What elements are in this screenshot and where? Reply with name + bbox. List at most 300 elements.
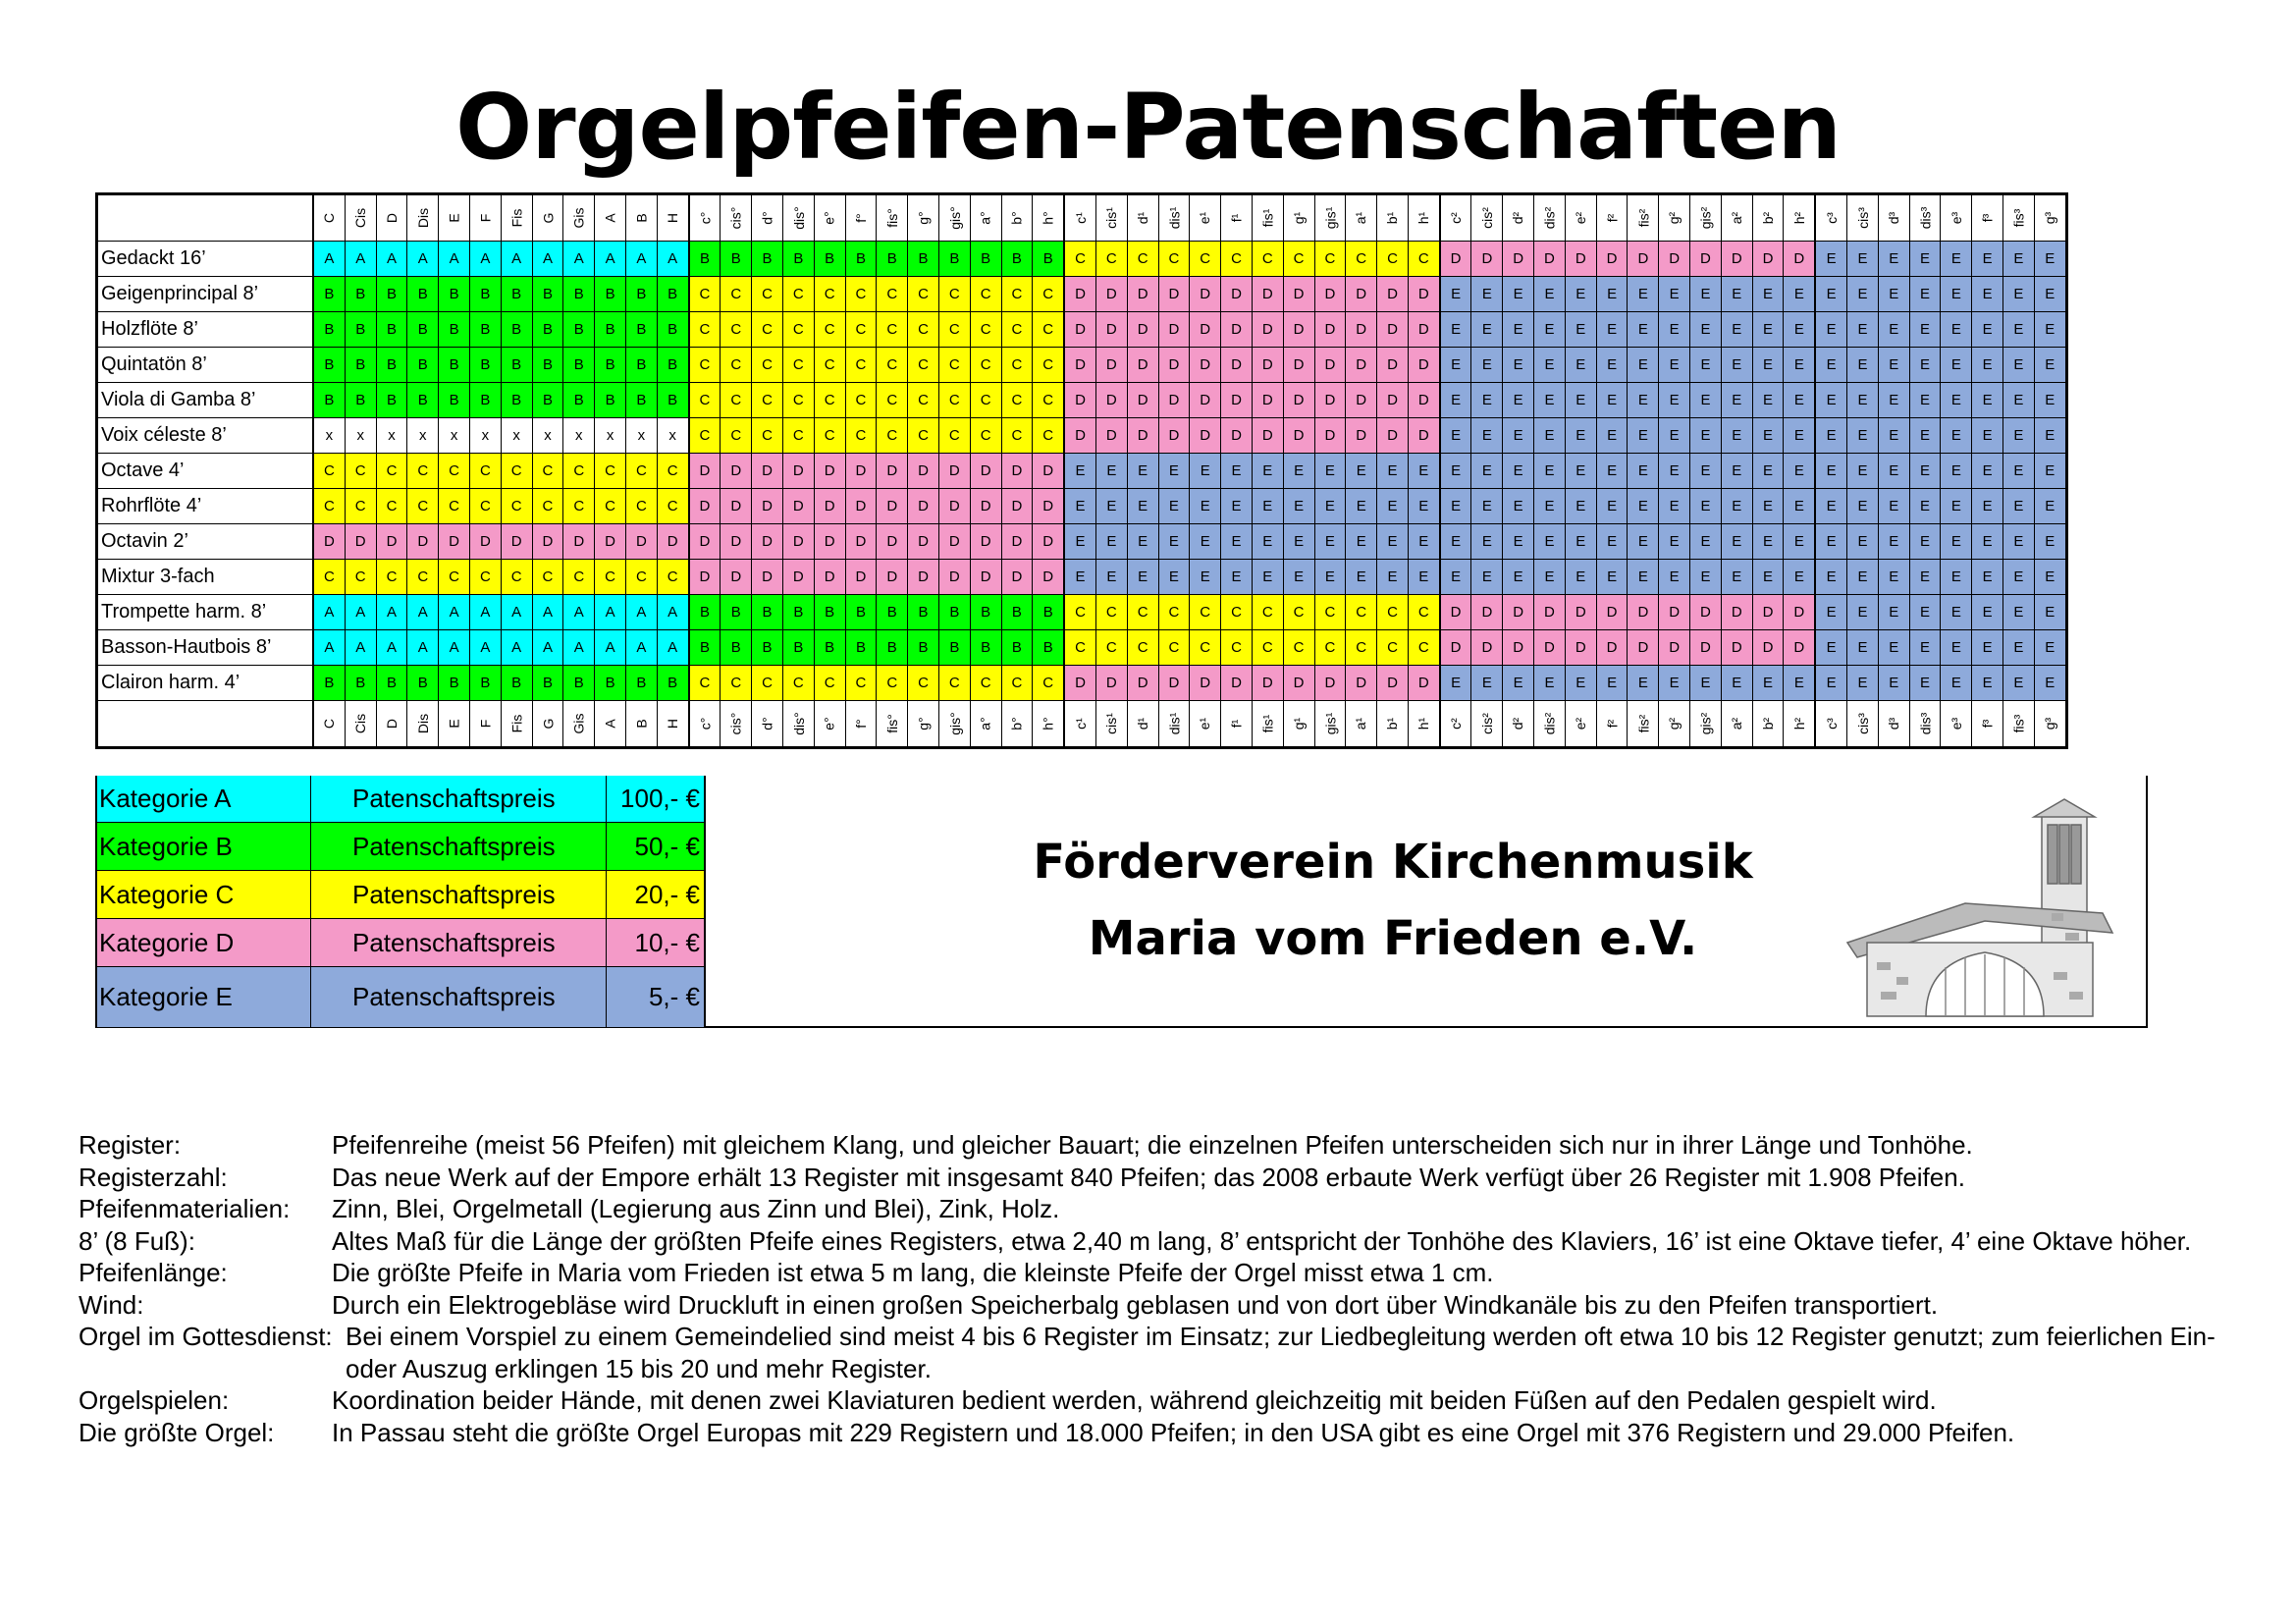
pipe-cell[interactable]: D — [1471, 595, 1503, 630]
pipe-cell[interactable]: x — [657, 418, 688, 454]
pipe-cell[interactable]: D — [938, 489, 970, 524]
pipe-cell[interactable]: D — [595, 524, 626, 560]
pipe-cell[interactable]: C — [1127, 595, 1158, 630]
pipe-cell[interactable]: B — [407, 312, 439, 348]
pipe-cell[interactable]: D — [782, 524, 814, 560]
pipe-cell[interactable]: E — [1752, 560, 1784, 595]
pipe-cell[interactable]: D — [1440, 242, 1471, 277]
pipe-cell[interactable]: D — [752, 454, 783, 489]
pipe-cell[interactable]: B — [752, 595, 783, 630]
pipe-cell[interactable]: B — [376, 383, 407, 418]
pipe-cell[interactable]: D — [970, 524, 1001, 560]
pipe-cell[interactable]: A — [657, 630, 688, 666]
pipe-cell[interactable]: C — [908, 348, 939, 383]
pipe-cell[interactable]: E — [1314, 560, 1346, 595]
pipe-cell[interactable]: E — [2034, 242, 2066, 277]
pipe-cell[interactable]: C — [721, 666, 752, 701]
pipe-cell[interactable]: B — [501, 277, 532, 312]
pipe-cell[interactable]: E — [1377, 454, 1409, 489]
pipe-cell[interactable]: E — [1408, 489, 1439, 524]
pipe-cell[interactable]: C — [1064, 630, 1095, 666]
pipe-cell[interactable]: D — [1408, 348, 1439, 383]
pipe-cell[interactable]: E — [1252, 524, 1283, 560]
pipe-cell[interactable]: x — [532, 418, 563, 454]
pipe-cell[interactable]: E — [1941, 666, 1972, 701]
pipe-cell[interactable]: E — [1377, 560, 1409, 595]
pipe-cell[interactable]: E — [1752, 666, 1784, 701]
pipe-cell[interactable]: C — [1127, 630, 1158, 666]
pipe-cell[interactable]: E — [1283, 524, 1314, 560]
pipe-cell[interactable]: E — [2003, 630, 2035, 666]
pipe-cell[interactable]: D — [1033, 560, 1064, 595]
pipe-cell[interactable]: B — [845, 630, 877, 666]
pipe-cell[interactable]: E — [1596, 383, 1628, 418]
pipe-cell[interactable]: D — [938, 454, 970, 489]
pipe-cell[interactable]: E — [1721, 524, 1752, 560]
pipe-cell[interactable]: E — [1659, 560, 1690, 595]
pipe-cell[interactable]: D — [1283, 418, 1314, 454]
pipe-cell[interactable]: C — [345, 454, 376, 489]
pipe-cell[interactable]: E — [1471, 524, 1503, 560]
pipe-cell[interactable]: E — [1941, 383, 1972, 418]
pipe-cell[interactable]: B — [469, 348, 501, 383]
pipe-cell[interactable]: B — [563, 383, 595, 418]
pipe-cell[interactable]: E — [1847, 242, 1879, 277]
pipe-cell[interactable]: x — [345, 418, 376, 454]
pipe-cell[interactable]: C — [1001, 418, 1033, 454]
pipe-cell[interactable]: x — [439, 418, 470, 454]
pipe-cell[interactable]: A — [625, 595, 657, 630]
pipe-cell[interactable]: E — [1847, 277, 1879, 312]
pipe-cell[interactable]: E — [1503, 454, 1534, 489]
pipe-cell[interactable]: E — [1690, 489, 1722, 524]
pipe-cell[interactable]: E — [1314, 524, 1346, 560]
pipe-cell[interactable]: E — [1158, 524, 1190, 560]
pipe-cell[interactable]: E — [1659, 454, 1690, 489]
pipe-cell[interactable]: E — [1690, 277, 1722, 312]
pipe-cell[interactable]: C — [938, 312, 970, 348]
pipe-cell[interactable]: C — [1127, 242, 1158, 277]
pipe-cell[interactable]: B — [689, 595, 721, 630]
pipe-cell[interactable]: A — [469, 242, 501, 277]
pipe-cell[interactable]: E — [1503, 277, 1534, 312]
pipe-cell[interactable]: C — [1346, 595, 1377, 630]
pipe-cell[interactable]: E — [1784, 666, 1815, 701]
pipe-cell[interactable]: C — [752, 312, 783, 348]
pipe-cell[interactable]: B — [532, 277, 563, 312]
pipe-cell[interactable]: E — [1659, 312, 1690, 348]
pipe-cell[interactable]: E — [1690, 454, 1722, 489]
pipe-cell[interactable]: D — [1596, 242, 1628, 277]
pipe-cell[interactable]: C — [689, 383, 721, 418]
pipe-cell[interactable]: E — [1909, 524, 1941, 560]
pipe-cell[interactable]: E — [1878, 630, 1909, 666]
pipe-cell[interactable]: E — [1534, 312, 1566, 348]
pipe-cell[interactable]: E — [1878, 383, 1909, 418]
pipe-cell[interactable]: B — [752, 630, 783, 666]
pipe-cell[interactable]: B — [376, 666, 407, 701]
pipe-cell[interactable]: A — [532, 242, 563, 277]
pipe-cell[interactable]: E — [1221, 524, 1253, 560]
pipe-cell[interactable]: C — [1190, 242, 1221, 277]
pipe-cell[interactable]: C — [1190, 595, 1221, 630]
pipe-cell[interactable]: E — [1878, 666, 1909, 701]
pipe-cell[interactable]: C — [1252, 595, 1283, 630]
pipe-cell[interactable]: D — [625, 524, 657, 560]
pipe-cell[interactable]: E — [1158, 454, 1190, 489]
pipe-cell[interactable]: E — [2003, 666, 2035, 701]
pipe-cell[interactable]: D — [1784, 595, 1815, 630]
pipe-cell[interactable]: E — [2003, 277, 2035, 312]
pipe-cell[interactable]: A — [313, 630, 345, 666]
pipe-cell[interactable]: D — [1377, 348, 1409, 383]
pipe-cell[interactable]: E — [1659, 666, 1690, 701]
pipe-cell[interactable]: E — [1440, 277, 1471, 312]
pipe-cell[interactable]: B — [845, 242, 877, 277]
pipe-cell[interactable]: C — [1033, 383, 1064, 418]
pipe-cell[interactable]: C — [1252, 242, 1283, 277]
pipe-cell[interactable]: A — [501, 242, 532, 277]
pipe-cell[interactable]: E — [1784, 418, 1815, 454]
pipe-cell[interactable]: E — [1440, 524, 1471, 560]
pipe-cell[interactable]: B — [345, 348, 376, 383]
pipe-cell[interactable]: B — [877, 242, 908, 277]
pipe-cell[interactable]: D — [782, 560, 814, 595]
pipe-cell[interactable]: D — [1252, 348, 1283, 383]
pipe-cell[interactable]: A — [563, 242, 595, 277]
pipe-cell[interactable]: E — [1784, 454, 1815, 489]
pipe-cell[interactable]: E — [1095, 489, 1127, 524]
pipe-cell[interactable]: E — [2003, 348, 2035, 383]
pipe-cell[interactable]: E — [1095, 454, 1127, 489]
pipe-cell[interactable]: C — [908, 418, 939, 454]
pipe-cell[interactable]: D — [877, 489, 908, 524]
pipe-cell[interactable]: E — [1909, 348, 1941, 383]
pipe-cell[interactable]: E — [1815, 242, 1846, 277]
pipe-cell[interactable]: A — [657, 595, 688, 630]
pipe-cell[interactable]: D — [1596, 630, 1628, 666]
pipe-cell[interactable]: E — [2003, 312, 2035, 348]
pipe-cell[interactable]: C — [782, 383, 814, 418]
pipe-cell[interactable]: D — [1252, 312, 1283, 348]
pipe-cell[interactable]: B — [407, 666, 439, 701]
pipe-cell[interactable]: C — [877, 383, 908, 418]
pipe-cell[interactable]: A — [376, 595, 407, 630]
pipe-cell[interactable]: E — [1815, 312, 1846, 348]
pipe-cell[interactable]: E — [1972, 418, 2003, 454]
pipe-cell[interactable]: B — [689, 242, 721, 277]
pipe-cell[interactable]: E — [1847, 489, 1879, 524]
pipe-cell[interactable]: C — [877, 277, 908, 312]
pipe-cell[interactable]: D — [1033, 524, 1064, 560]
pipe-cell[interactable]: D — [1064, 383, 1095, 418]
pipe-cell[interactable]: E — [1471, 454, 1503, 489]
pipe-cell[interactable]: E — [1721, 560, 1752, 595]
pipe-cell[interactable]: E — [1878, 489, 1909, 524]
pipe-cell[interactable]: C — [814, 348, 845, 383]
pipe-cell[interactable]: E — [1659, 383, 1690, 418]
pipe-cell[interactable]: B — [532, 312, 563, 348]
pipe-cell[interactable]: D — [1503, 630, 1534, 666]
pipe-cell[interactable]: E — [1440, 383, 1471, 418]
pipe-cell[interactable]: E — [1471, 489, 1503, 524]
pipe-cell[interactable]: E — [1690, 560, 1722, 595]
pipe-cell[interactable]: E — [1628, 418, 1659, 454]
pipe-cell[interactable]: E — [2034, 418, 2066, 454]
pipe-cell[interactable]: E — [1690, 666, 1722, 701]
pipe-cell[interactable]: C — [1377, 630, 1409, 666]
pipe-cell[interactable]: D — [908, 489, 939, 524]
pipe-cell[interactable]: E — [1878, 524, 1909, 560]
pipe-cell[interactable]: D — [1721, 595, 1752, 630]
pipe-cell[interactable]: C — [345, 489, 376, 524]
pipe-cell[interactable]: E — [1847, 630, 1879, 666]
pipe-cell[interactable]: E — [2003, 242, 2035, 277]
pipe-cell[interactable]: E — [1878, 312, 1909, 348]
pipe-cell[interactable]: E — [2003, 560, 2035, 595]
pipe-cell[interactable]: D — [1534, 595, 1566, 630]
pipe-cell[interactable]: D — [1190, 666, 1221, 701]
pipe-cell[interactable]: E — [1565, 418, 1596, 454]
pipe-cell[interactable]: B — [439, 666, 470, 701]
pipe-cell[interactable]: E — [1752, 348, 1784, 383]
pipe-cell[interactable]: E — [1503, 560, 1534, 595]
pipe-cell[interactable]: A — [439, 242, 470, 277]
pipe-cell[interactable]: E — [1721, 348, 1752, 383]
pipe-cell[interactable]: C — [1283, 595, 1314, 630]
pipe-cell[interactable]: E — [1127, 524, 1158, 560]
pipe-cell[interactable]: D — [1095, 418, 1127, 454]
pipe-cell[interactable]: E — [1941, 454, 1972, 489]
pipe-cell[interactable]: D — [1127, 418, 1158, 454]
pipe-cell[interactable]: E — [1596, 312, 1628, 348]
pipe-cell[interactable]: B — [376, 312, 407, 348]
pipe-cell[interactable]: C — [501, 560, 532, 595]
pipe-cell[interactable]: E — [2003, 454, 2035, 489]
pipe-cell[interactable]: C — [439, 560, 470, 595]
pipe-cell[interactable]: D — [1314, 348, 1346, 383]
pipe-cell[interactable]: E — [1534, 277, 1566, 312]
pipe-cell[interactable]: C — [938, 383, 970, 418]
pipe-cell[interactable]: D — [908, 560, 939, 595]
pipe-cell[interactable]: D — [814, 560, 845, 595]
pipe-cell[interactable]: C — [1158, 242, 1190, 277]
pipe-cell[interactable]: C — [970, 383, 1001, 418]
pipe-cell[interactable]: D — [1721, 630, 1752, 666]
pipe-cell[interactable]: D — [721, 454, 752, 489]
pipe-cell[interactable]: D — [1095, 666, 1127, 701]
pipe-cell[interactable]: E — [1377, 489, 1409, 524]
pipe-cell[interactable]: D — [532, 524, 563, 560]
pipe-cell[interactable]: C — [501, 454, 532, 489]
pipe-cell[interactable]: E — [1972, 348, 2003, 383]
pipe-cell[interactable]: B — [1033, 630, 1064, 666]
pipe-cell[interactable]: C — [407, 560, 439, 595]
pipe-cell[interactable]: B — [970, 595, 1001, 630]
pipe-cell[interactable]: E — [1534, 489, 1566, 524]
pipe-cell[interactable]: E — [2034, 454, 2066, 489]
pipe-cell[interactable]: E — [1909, 560, 1941, 595]
pipe-cell[interactable]: C — [845, 312, 877, 348]
pipe-cell[interactable]: B — [721, 242, 752, 277]
pipe-cell[interactable]: D — [721, 560, 752, 595]
pipe-cell[interactable]: C — [877, 348, 908, 383]
pipe-cell[interactable]: E — [1628, 312, 1659, 348]
pipe-cell[interactable]: E — [1095, 524, 1127, 560]
pipe-cell[interactable]: C — [1408, 242, 1439, 277]
pipe-cell[interactable]: D — [501, 524, 532, 560]
pipe-cell[interactable]: E — [1752, 454, 1784, 489]
pipe-cell[interactable]: E — [1565, 489, 1596, 524]
pipe-cell[interactable]: D — [938, 560, 970, 595]
pipe-cell[interactable]: D — [376, 524, 407, 560]
pipe-cell[interactable]: C — [1314, 630, 1346, 666]
pipe-cell[interactable]: B — [345, 312, 376, 348]
pipe-cell[interactable]: D — [845, 560, 877, 595]
pipe-cell[interactable]: E — [1471, 383, 1503, 418]
pipe-cell[interactable]: D — [1095, 277, 1127, 312]
pipe-cell[interactable]: E — [1878, 418, 1909, 454]
pipe-cell[interactable]: C — [532, 489, 563, 524]
pipe-cell[interactable]: B — [814, 595, 845, 630]
pipe-cell[interactable]: E — [1941, 595, 1972, 630]
pipe-cell[interactable]: C — [563, 489, 595, 524]
pipe-cell[interactable]: E — [1221, 489, 1253, 524]
pipe-cell[interactable]: D — [1001, 454, 1033, 489]
pipe-cell[interactable]: E — [1534, 666, 1566, 701]
pipe-cell[interactable]: C — [970, 277, 1001, 312]
pipe-cell[interactable]: E — [1408, 560, 1439, 595]
pipe-cell[interactable]: B — [407, 383, 439, 418]
pipe-cell[interactable]: E — [1440, 489, 1471, 524]
pipe-cell[interactable]: C — [908, 312, 939, 348]
pipe-cell[interactable]: D — [439, 524, 470, 560]
pipe-cell[interactable]: B — [657, 312, 688, 348]
pipe-cell[interactable]: C — [782, 666, 814, 701]
pipe-cell[interactable]: E — [1972, 489, 2003, 524]
pipe-cell[interactable]: A — [345, 242, 376, 277]
pipe-cell[interactable]: B — [563, 666, 595, 701]
pipe-cell[interactable]: E — [1941, 560, 1972, 595]
pipe-cell[interactable]: C — [845, 666, 877, 701]
pipe-cell[interactable]: E — [1503, 418, 1534, 454]
pipe-cell[interactable]: D — [689, 524, 721, 560]
pipe-cell[interactable]: E — [1752, 383, 1784, 418]
pipe-cell[interactable]: A — [563, 630, 595, 666]
pipe-cell[interactable]: E — [1721, 277, 1752, 312]
pipe-cell[interactable]: D — [1127, 312, 1158, 348]
pipe-cell[interactable]: E — [1784, 489, 1815, 524]
pipe-cell[interactable]: E — [1095, 560, 1127, 595]
pipe-cell[interactable]: D — [1158, 312, 1190, 348]
pipe-cell[interactable]: D — [1503, 242, 1534, 277]
pipe-cell[interactable]: C — [782, 312, 814, 348]
pipe-cell[interactable]: E — [1690, 312, 1722, 348]
pipe-cell[interactable]: C — [689, 277, 721, 312]
pipe-cell[interactable]: D — [1346, 348, 1377, 383]
pipe-cell[interactable]: E — [1941, 312, 1972, 348]
pipe-cell[interactable]: D — [782, 454, 814, 489]
pipe-cell[interactable]: D — [1221, 383, 1253, 418]
pipe-cell[interactable]: C — [782, 277, 814, 312]
pipe-cell[interactable]: D — [1314, 312, 1346, 348]
pipe-cell[interactable]: D — [845, 489, 877, 524]
pipe-cell[interactable]: D — [1408, 277, 1439, 312]
pipe-cell[interactable]: D — [1659, 630, 1690, 666]
pipe-cell[interactable]: E — [1909, 489, 1941, 524]
pipe-cell[interactable]: E — [1752, 489, 1784, 524]
pipe-cell[interactable]: x — [501, 418, 532, 454]
pipe-cell[interactable]: E — [1440, 454, 1471, 489]
pipe-cell[interactable]: E — [1346, 524, 1377, 560]
pipe-cell[interactable]: E — [1127, 560, 1158, 595]
pipe-cell[interactable]: C — [1064, 242, 1095, 277]
pipe-cell[interactable]: B — [407, 348, 439, 383]
pipe-cell[interactable]: E — [1721, 666, 1752, 701]
pipe-cell[interactable]: C — [1190, 630, 1221, 666]
pipe-cell[interactable]: A — [439, 595, 470, 630]
pipe-cell[interactable]: E — [1471, 666, 1503, 701]
pipe-cell[interactable]: C — [845, 348, 877, 383]
pipe-cell[interactable]: E — [1127, 454, 1158, 489]
pipe-cell[interactable]: E — [1440, 666, 1471, 701]
pipe-cell[interactable]: D — [877, 560, 908, 595]
pipe-cell[interactable]: D — [1408, 666, 1439, 701]
pipe-cell[interactable]: C — [814, 666, 845, 701]
pipe-cell[interactable]: D — [908, 524, 939, 560]
pipe-cell[interactable]: D — [1033, 489, 1064, 524]
pipe-cell[interactable]: C — [877, 418, 908, 454]
pipe-cell[interactable]: D — [689, 560, 721, 595]
pipe-cell[interactable]: D — [1158, 418, 1190, 454]
pipe-cell[interactable]: D — [1190, 383, 1221, 418]
pipe-cell[interactable]: B — [970, 630, 1001, 666]
pipe-cell[interactable]: D — [1346, 312, 1377, 348]
pipe-cell[interactable]: E — [2034, 524, 2066, 560]
pipe-cell[interactable]: E — [1471, 277, 1503, 312]
pipe-cell[interactable]: B — [313, 277, 345, 312]
pipe-cell[interactable]: A — [625, 242, 657, 277]
pipe-cell[interactable]: D — [1158, 383, 1190, 418]
pipe-cell[interactable]: D — [1158, 666, 1190, 701]
pipe-cell[interactable]: C — [689, 666, 721, 701]
pipe-cell[interactable]: E — [1972, 630, 2003, 666]
pipe-cell[interactable]: E — [2003, 383, 2035, 418]
pipe-cell[interactable]: C — [782, 348, 814, 383]
pipe-cell[interactable]: E — [1471, 560, 1503, 595]
pipe-cell[interactable]: E — [2003, 524, 2035, 560]
pipe-cell[interactable]: D — [1064, 277, 1095, 312]
pipe-cell[interactable]: D — [1690, 242, 1722, 277]
pipe-cell[interactable]: E — [1064, 560, 1095, 595]
pipe-cell[interactable]: C — [625, 560, 657, 595]
pipe-cell[interactable]: D — [1158, 348, 1190, 383]
pipe-cell[interactable]: D — [1033, 454, 1064, 489]
pipe-cell[interactable]: E — [1221, 454, 1253, 489]
pipe-cell[interactable]: E — [1847, 595, 1879, 630]
pipe-cell[interactable]: C — [532, 560, 563, 595]
pipe-cell[interactable]: C — [752, 277, 783, 312]
pipe-cell[interactable]: D — [877, 524, 908, 560]
pipe-cell[interactable]: D — [1752, 242, 1784, 277]
pipe-cell[interactable]: B — [625, 277, 657, 312]
pipe-cell[interactable]: E — [1158, 560, 1190, 595]
pipe-cell[interactable]: D — [1127, 383, 1158, 418]
pipe-cell[interactable]: B — [1033, 242, 1064, 277]
pipe-cell[interactable]: E — [1690, 348, 1722, 383]
pipe-cell[interactable]: D — [721, 489, 752, 524]
pipe-cell[interactable]: D — [1346, 418, 1377, 454]
